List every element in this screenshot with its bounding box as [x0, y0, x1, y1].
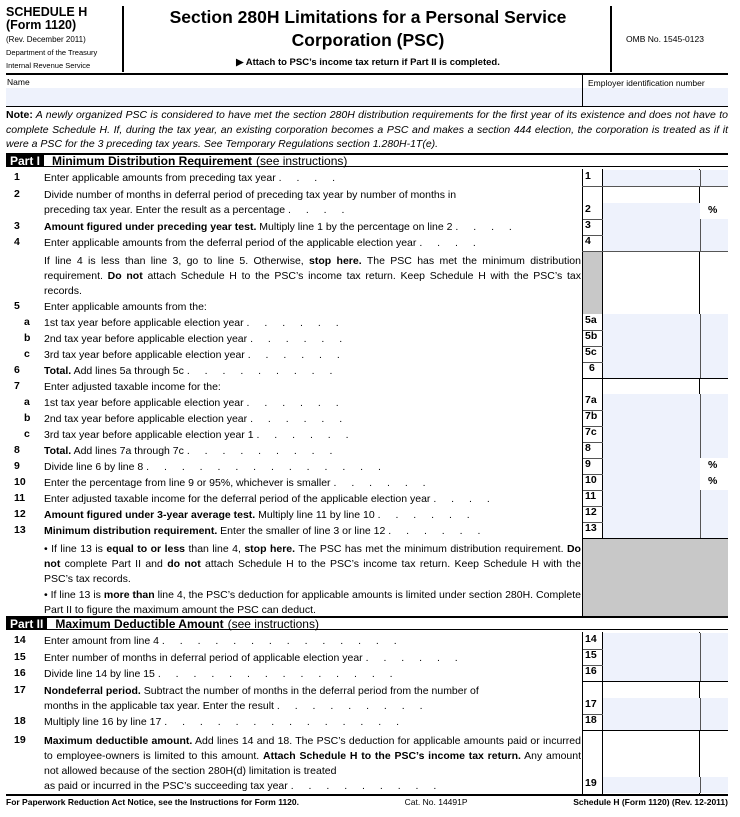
line-1-cents[interactable]: [700, 170, 728, 186]
form-title-line2: Corporation (PSC): [291, 30, 445, 50]
line-13-amount[interactable]: [603, 522, 700, 538]
line-8-cents[interactable]: [700, 442, 728, 458]
box-label-13: 13: [582, 522, 602, 538]
line-14-amount[interactable]: [603, 633, 700, 649]
line-3-cents[interactable]: [700, 219, 728, 235]
line-text: Amount figured under 3-year average test. Multiply line 11 by line 10 . . . . . .: [44, 509, 476, 521]
line-7c-amount[interactable]: [603, 426, 700, 442]
line-7b-cents[interactable]: [700, 410, 728, 426]
line-text: If line 4 is less than line 3, go to line 5. Otherwise, stop here. The PSC has met the minimum distribution requirement. Do not attach Schedule H to the PSC’s income tax return. Keep Schedule H with the PSC’s tax records.: [44, 255, 581, 297]
form-id-block: [6, 6, 124, 72]
box-label-3: 3: [582, 219, 602, 235]
line-number: 15: [14, 651, 26, 663]
line-number: 3: [14, 220, 20, 232]
line-text: Enter applicable amounts from the:: [44, 301, 207, 313]
line-6-amount[interactable]: [603, 362, 700, 378]
part2-title: Maximum Deductible Amount: [55, 616, 224, 631]
blank-cell: [700, 187, 728, 203]
form-title-line1: Section 280H Limitations for a Personal Service: [169, 7, 567, 27]
line-text: 1st tax year before applicable election year . . . . . .: [44, 397, 345, 409]
line-text: Enter the percentage from line 9 or 95%, whichever is smaller . . . . . .: [44, 477, 432, 489]
shaded-cell: [583, 252, 602, 314]
line-text: Multiply line 16 by line 17 . . . . . . . . . . . . . .: [44, 716, 406, 728]
box-label-1: 1: [582, 170, 602, 186]
revision-date: (Rev. December 2011): [6, 35, 86, 44]
ein-label: Employer identification number: [588, 78, 705, 88]
line-number: 17: [14, 684, 26, 696]
line-11-cents[interactable]: [700, 490, 728, 506]
line-text: • If line 13 is more than line 4, the PSC’s deduction for applicable amounts is limited under section 280H. Complete Part II to figure the maximum amount the PSC can deduct.: [44, 589, 581, 616]
line-2-percentage[interactable]: [603, 203, 701, 219]
form-title-block: [126, 6, 610, 72]
percent-sign: %: [708, 204, 718, 216]
line-5c-amount[interactable]: [603, 346, 700, 362]
line-7c-cents[interactable]: [700, 426, 728, 442]
paperwork-notice: For Paperwork Reduction Act Notice, see the Instructions for Form 1120.: [6, 797, 300, 807]
line-letter: c: [24, 428, 30, 440]
line-number: 1: [14, 171, 20, 183]
line-18-amount[interactable]: [603, 714, 700, 730]
line-7a-cents[interactable]: [700, 394, 728, 410]
row-rule: [582, 251, 728, 252]
line-12-cents[interactable]: [700, 506, 728, 522]
row-rule: [582, 378, 728, 379]
line-text: 2nd tax year before applicable election year . . . . . .: [44, 333, 349, 345]
line-text: Total. Add lines 7a through 7c . . . . . . . . .: [44, 445, 339, 457]
name-field[interactable]: [6, 88, 582, 106]
percent-sign: %: [708, 459, 718, 471]
name-divider: [6, 106, 728, 107]
line-number: 9: [14, 460, 20, 472]
agency: Internal Revenue Service: [6, 60, 91, 70]
part2-sub: (see instructions): [227, 616, 319, 631]
line-number: 13: [14, 524, 26, 536]
line-5c-cents[interactable]: [700, 346, 728, 362]
part1-header: [6, 153, 728, 167]
line-4-amount[interactable]: [603, 235, 700, 251]
line-text: 2nd tax year before applicable election year . . . . . .: [44, 413, 349, 425]
line-letter: b: [24, 412, 31, 424]
line-letter: a: [24, 396, 30, 408]
name-label: Name: [7, 77, 30, 87]
line-number: 8: [14, 444, 20, 456]
line-number: 12: [14, 508, 26, 520]
line-16-amount[interactable]: [603, 665, 700, 681]
line-text: Enter adjusted taxable income for the:: [44, 381, 221, 393]
line-5a-amount[interactable]: [603, 314, 700, 330]
line-text: Enter amount from line 4 . . . . . . . . . . . . . .: [44, 635, 403, 647]
percent-sign: %: [708, 475, 718, 487]
line-text: 3rd tax year before applicable election year . . . . . .: [44, 349, 346, 361]
box-label-10: 10: [582, 474, 602, 490]
line-4-cents[interactable]: [700, 235, 728, 251]
line-1-amount[interactable]: [603, 170, 700, 186]
box-label-7b: 7b: [582, 410, 602, 426]
line-letter: a: [24, 316, 30, 328]
box-label-6: 6: [582, 362, 602, 378]
line-text: • If line 13 is equal to or less than line 4, stop here. The PSC has met the minimum distribution requirement. Do not complete Part II and do not attach Schedule H to the PSC’s income tax return. Keep Schedule H with the PSC’s tax records.: [44, 543, 581, 585]
part1-sub: (see instructions): [256, 153, 348, 168]
line-text: 1st tax year before applicable election year . . . . . .: [44, 317, 345, 329]
box-label-19: 19: [582, 777, 602, 793]
ein-field[interactable]: [583, 88, 728, 106]
line-17-amount[interactable]: [603, 698, 700, 714]
form-number: (Form 1120): [6, 18, 77, 32]
box-label-5c: 5c: [582, 346, 602, 362]
line-17-cents[interactable]: [700, 698, 728, 714]
line-19-amount[interactable]: [603, 777, 700, 793]
footer: [6, 797, 728, 807]
line-number: 5: [14, 300, 20, 312]
line-text: Total. Add lines 5a through 5c . . . . . . . . .: [44, 365, 339, 377]
line-number: 18: [14, 715, 26, 727]
box-label-7c: 7c: [582, 426, 602, 442]
row-rule: [582, 730, 728, 731]
shaded-area: [583, 539, 728, 616]
line-text: Nondeferral period. Subtract the number of months in the deferral period from the number of months in the applicable tax year. Enter the result . . . . . . . . .: [44, 685, 479, 712]
schedule-name: SCHEDULE H: [6, 5, 88, 19]
line-text: Divide number of months in deferral period of preceding tax year by number of months in preceding tax year. Enter the result as a percentage . . . .: [44, 189, 457, 216]
part2-tag: Part II: [6, 618, 47, 630]
box-label-11: 11: [582, 490, 602, 506]
line-number: 7: [14, 380, 20, 392]
line-number: 6: [14, 364, 20, 376]
line-13-cents[interactable]: [700, 522, 728, 538]
line-text: 3rd tax year before applicable election year 1 . . . . . .: [44, 429, 355, 441]
part2-header: [6, 616, 728, 630]
line-19-cents[interactable]: [700, 777, 728, 793]
line-6-cents[interactable]: [700, 362, 728, 378]
note-label: Note:: [6, 109, 33, 121]
box-label-4: 4: [582, 235, 602, 251]
footer-divider: [6, 794, 728, 796]
box-label-12: 12: [582, 506, 602, 522]
line-16-cents[interactable]: [700, 665, 728, 681]
line-7a-amount[interactable]: [603, 394, 700, 410]
line-text: Enter adjusted taxable income for the deferral period of the applicable election year . . . .: [44, 493, 496, 505]
line-11-amount[interactable]: [603, 490, 700, 506]
line-9-percentage[interactable]: [603, 458, 701, 474]
line-5b-amount[interactable]: [603, 330, 700, 346]
part1-tag: Part I: [6, 155, 44, 167]
box-label-14: 14: [582, 633, 602, 649]
box-label-15: 15: [582, 649, 602, 665]
line-text: Enter applicable amounts from the deferral period of the applicable election year . . . .: [44, 237, 482, 249]
line-7b-amount[interactable]: [603, 410, 700, 426]
omb-number: OMB No. 1545-0123: [610, 6, 734, 72]
line-text: Divide line 14 by line 15 . . . . . . . . . . . . . .: [44, 668, 399, 680]
line-letter: c: [24, 348, 30, 360]
line-3-amount[interactable]: [603, 219, 700, 235]
part1-title: Minimum Distribution Requirement: [52, 153, 253, 168]
line-number: 14: [14, 634, 26, 646]
line-text: Maximum deductible amount. Add lines 14 and 18. The PSC’s deduction for applicable amounts paid or incurred to employee-owners is limited to this amount. Attach Schedule H to the PSC’s income tax return. Any amount not allowed because of the section 280H(d) limitation is treated as paid or incurred in the PSC’s succeeding tax year . . . . . . . . .: [44, 735, 582, 792]
line-15-cents[interactable]: [700, 649, 728, 665]
line-number: 19: [14, 734, 26, 746]
line-number: 11: [14, 492, 26, 504]
line-5a-cents[interactable]: [700, 314, 728, 330]
line-text: Enter number of months in deferral period of applicable election year . . . . . .: [44, 652, 464, 664]
box-label-8: 8: [582, 442, 602, 458]
line-number: 10: [14, 476, 26, 488]
line-text: Divide line 6 by line 8 . . . . . . . . . . . . . .: [44, 461, 387, 473]
box-label-18: 18: [582, 714, 602, 730]
note-paragraph: [6, 108, 728, 152]
line-text: Minimum distribution requirement. Enter the smaller of line 3 or line 12 . . . . . .: [44, 525, 487, 537]
box-label-7a: 7a: [582, 394, 602, 410]
line-number: 4: [14, 236, 20, 248]
row-rule: [582, 681, 728, 682]
line-15-amount[interactable]: [603, 649, 700, 665]
line-12-amount[interactable]: [603, 506, 700, 522]
box-label-2: 2: [582, 203, 602, 219]
line-letter: b: [24, 332, 31, 344]
catalog-number: Cat. No. 14491P: [404, 797, 468, 807]
box-label-5b: 5b: [582, 330, 602, 346]
box-label-16: 16: [582, 665, 602, 681]
department: Department of the Treasury: [6, 48, 98, 57]
box-label-5a: 5a: [582, 314, 602, 330]
line-text: Amount figured under preceding year test. Multiply line 1 by the percentage on line 2 . . . .: [44, 221, 518, 233]
line-number: 2: [14, 188, 20, 200]
attach-instruction: ▶ Attach to PSC’s income tax return if Part II is completed.: [236, 57, 500, 68]
line-number: 16: [14, 667, 26, 679]
line-14-cents[interactable]: [700, 633, 728, 649]
box-label-9: 9: [582, 458, 602, 474]
form-footer-id: Schedule H (Form 1120) (Rev. 12-2011): [573, 797, 728, 807]
line-8-amount[interactable]: [603, 442, 700, 458]
box-label-17: 17: [582, 698, 602, 714]
line-10-percentage[interactable]: [603, 474, 701, 490]
line-5b-cents[interactable]: [700, 330, 728, 346]
line-text: Enter applicable amounts from preceding tax year . . . .: [44, 172, 342, 184]
line-18-cents[interactable]: [700, 714, 728, 730]
note-text: A newly organized PSC is considered to have met the section 280H distribution requirements for the first year of its existence and does not have to complete Schedule H. If, during the tax year, an existing corporation becomes a PSC and makes a section 444 election, the corporation is treated as if it were a PSC for the 3 preceding tax years. See Temporary Regulations section 1.280H-1T(e).: [6, 109, 728, 150]
